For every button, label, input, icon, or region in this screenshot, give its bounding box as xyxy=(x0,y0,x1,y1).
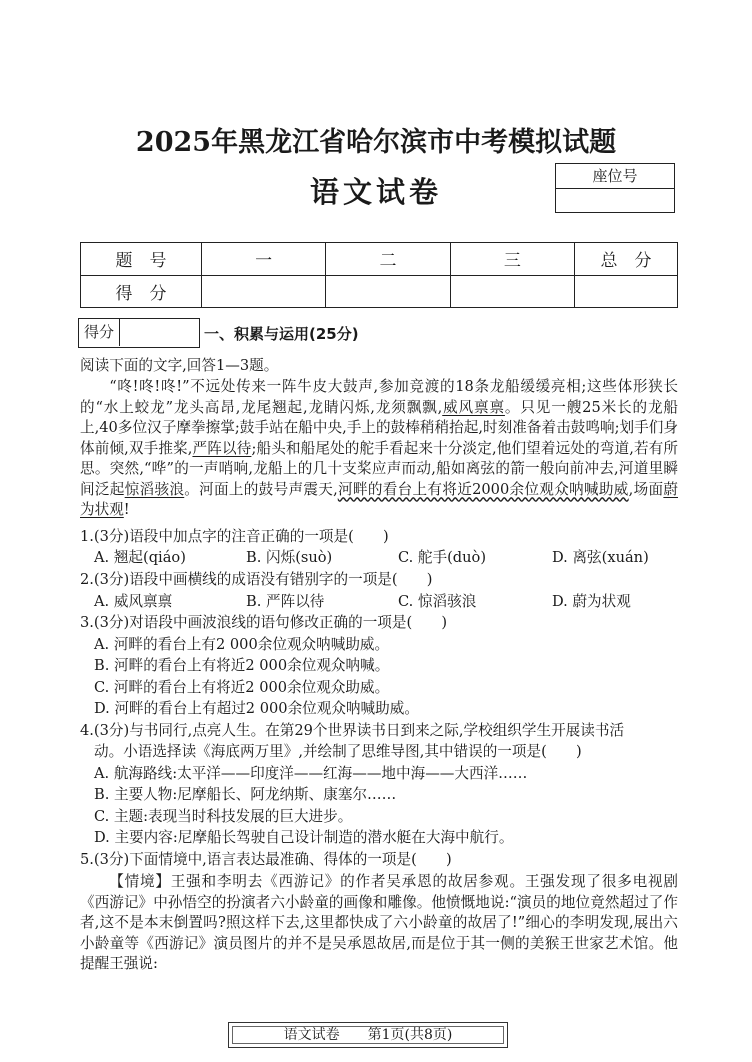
reading-passage xyxy=(80,377,678,521)
seat-number-label: 座位号 xyxy=(556,164,674,189)
question-3-stem: 3.(3分)对语段中画波浪线的语句修改正确的一项是( ) xyxy=(80,614,448,631)
underlined-idiom: 蔚为状观 xyxy=(80,480,678,518)
q1-option-c[interactable]: C. 舵手(duò) xyxy=(398,549,487,566)
score-table-cell: 题 号 xyxy=(81,243,202,276)
footer-page-number: 第1页(共8页) xyxy=(367,1027,453,1043)
passage-text: 。只见一艘25米长的龙船上,40多位汉子摩拳擦掌;鼓手站在船中央,手上的鼓棒稍稍抬起,时刻准备着击鼓鸣响;划手们身体前倾,双手推桨, xyxy=(80,398,678,457)
q3-option-d[interactable]: D. 河畔的看台上有超过2 000余位观众呐喊助威。 xyxy=(94,700,419,717)
score-table-cell: 总 分 xyxy=(575,243,678,276)
q1-option-b[interactable]: B. 闪烁(suò) xyxy=(246,549,333,566)
question-5-stem: 5.(3分)下面情境中,语言表达最准确、得体的一项是( ) xyxy=(80,851,452,868)
score-input-cell[interactable] xyxy=(326,275,450,308)
score-input-cell[interactable] xyxy=(202,275,326,308)
underlined-idiom: 威风禀禀 xyxy=(442,398,505,416)
q1-option-d[interactable]: D. 离弦(xuán) xyxy=(552,549,649,566)
q4-option-d[interactable]: D. 主要内容:尼摩船长驾驶自己设计制造的潜水艇在大海中航行。 xyxy=(94,829,514,846)
q3-option-c[interactable]: C. 河畔的看台上有将近2 000余位观众助威。 xyxy=(94,679,390,696)
score-table-score-row xyxy=(81,275,678,308)
score-input-cell[interactable] xyxy=(575,275,678,308)
score-table-cell: 得 分 xyxy=(81,275,202,308)
passage-text: ;船头和船尾处的舵手看起来十分淡定,他们望着远处的弯道,若有所思。突然,“哗”的一声哨响,龙船上的几十支桨应声而动,船如离弦的箭一般向前冲去,河道里瞬间泛起 xyxy=(80,439,678,498)
footer-subject: 语文试卷 xyxy=(283,1027,340,1043)
underlined-idiom: 严阵以待 xyxy=(192,439,252,457)
q3-option-a[interactable]: A. 河畔的看台上有2 000余位观众呐喊助威。 xyxy=(94,636,390,653)
score-table-cell: 一 xyxy=(202,243,326,276)
wavy-underlined-sentence: 河畔的看台上有将近2000余位观众呐喊助威 xyxy=(337,480,629,498)
passage-text: 。河面上的鼓号声震天, xyxy=(184,480,338,498)
exam-title: 2025年黑龙江省哈尔滨市中考模拟试题 xyxy=(135,127,617,158)
q2-option-c[interactable]: C. 惊滔骇浪 xyxy=(398,593,477,610)
passage-text: ! xyxy=(123,501,130,518)
q2-option-b[interactable]: B. 严阵以待 xyxy=(246,593,325,610)
page-footer xyxy=(228,1022,508,1048)
q2-option-d[interactable]: D. 蔚为状观 xyxy=(552,593,631,610)
question-5-context: 【情境】王强和李明去《西游记》的作者吴承恩的故居参观。王强发现了很多电视剧《西游记》中孙悟空的扮演者六小龄童的画像和雕像。他愤慨地说:“演员的地位竟然超过了作者,这不是本末倒置吗?照这样下去,这里都快成了六小龄童的故居了!”细心的李明发现,展出六小龄童等《西游记》演员图片的并不是吴承恩故居,而是位于其一侧的美猴王世家艺术馆。他提醒王强说: xyxy=(80,873,678,972)
question-4-stem-cont: 动。小语选择读《海底两万里》,并绘制了思维导图,其中错误的一项是( ) xyxy=(94,743,582,760)
score-input-cell[interactable] xyxy=(450,275,574,308)
score-table-cell: 二 xyxy=(326,243,450,276)
score-table xyxy=(80,242,678,308)
question-4-stem: 4.(3分)与书同行,点亮人生。在第29个世界读书日到来之际,学校组织学生开展读书活 xyxy=(80,722,625,739)
passage-text: ,场面 xyxy=(628,480,664,498)
q1-option-a[interactable]: A. 翘起(qiáo) xyxy=(94,549,186,566)
section-score-label: 得分 xyxy=(79,319,120,346)
q4-option-c[interactable]: C. 主题:表现当时科技发展的巨大进步。 xyxy=(94,808,353,825)
passage-text: “咚!咚!咚!”不远处传来一阵牛皮大鼓声,参加竞渡的18条龙船缓缓亮相;这些体形狭长的“水上蛟龙”龙头高昂,龙尾翘起,龙睛闪烁,龙须飘飘, xyxy=(80,378,678,416)
question-2-stem: 2.(3分)语段中画横线的成语没有错别字的一项是( ) xyxy=(80,571,433,588)
section-heading: 一、积累与运用(25分) xyxy=(204,325,359,343)
question-1-stem: 1.(3分)语段中加点字的注音正确的一项是( ) xyxy=(80,528,389,545)
q4-option-a[interactable]: A. 航海路线:太平洋——印度洋——红海——地中海——大西洋…… xyxy=(94,765,528,782)
q3-option-b[interactable]: B. 河畔的看台上有将近2 000余位观众呐喊。 xyxy=(94,657,390,674)
score-table-header-row xyxy=(81,243,678,276)
reading-intro: 阅读下面的文字,回答1—3题。 xyxy=(80,357,279,374)
q4-option-b[interactable]: B. 主要人物:尼摩船长、阿龙纳斯、康塞尔…… xyxy=(94,786,397,803)
exam-subtitle: 语文试卷 xyxy=(309,175,442,209)
seat-number-box[interactable] xyxy=(555,163,675,213)
q2-option-a[interactable]: A. 威风禀禀 xyxy=(94,593,173,610)
underlined-idiom: 惊滔骇浪 xyxy=(124,480,185,498)
score-table-cell: 三 xyxy=(450,243,574,276)
section-score-box[interactable] xyxy=(78,318,200,348)
